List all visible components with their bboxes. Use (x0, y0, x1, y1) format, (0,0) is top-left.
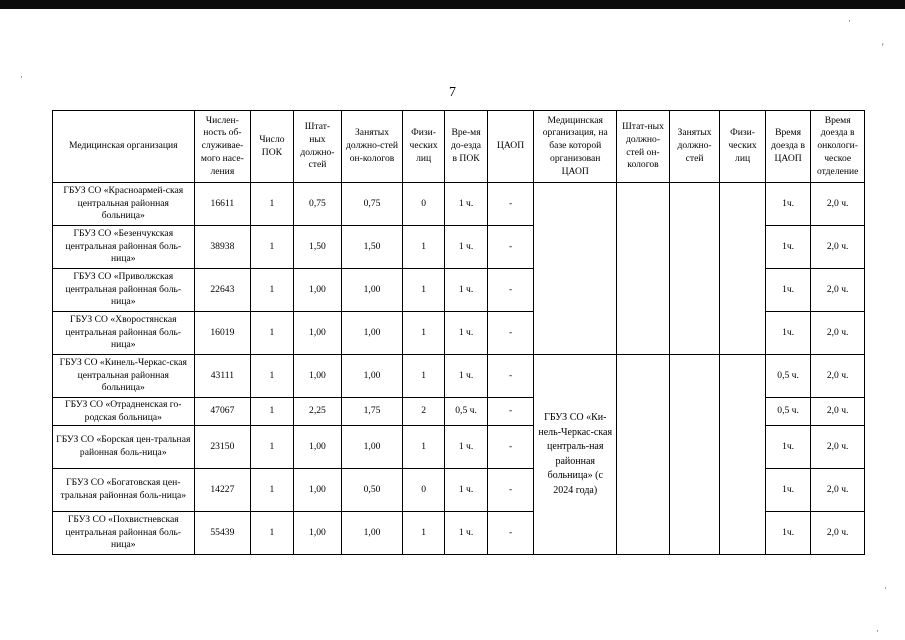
scan-speck: · (876, 626, 879, 636)
scan-speck: · (20, 72, 23, 82)
header-caop-persons: Физи-ческих лиц (720, 111, 766, 183)
org-name: ГБУЗ СО «Богатовская цен-тральная районная боль-ница» (53, 469, 195, 512)
occupied-cell: 1,00 (342, 355, 403, 398)
population-cell: 16611 (194, 183, 251, 226)
caop-occupied-empty (669, 355, 720, 555)
time-onco-cell: 2,0 ч. (811, 226, 865, 269)
time-onco-cell: 2,0 ч. (811, 426, 865, 469)
org-name: ГБУЗ СО «Хворостянская центральная районная боль-ница» (53, 312, 195, 355)
occupied-cell: 0,75 (342, 183, 403, 226)
caop-occupied-empty (669, 183, 720, 355)
persons-cell: 1 (402, 312, 444, 355)
caop-cell: - (487, 226, 534, 269)
staff-cell: 1,50 (293, 226, 342, 269)
caop-persons-empty (720, 183, 766, 355)
pok-cell: 1 (251, 226, 293, 269)
caop-base-org: ГБУЗ СО «Ки-нель-Черкас-ская централь-ная районная больница» (с 2024 года) (534, 355, 617, 555)
scan-top-edge (0, 0, 905, 9)
time-pok-cell: 1 ч. (445, 183, 487, 226)
caop-persons-empty (720, 355, 766, 555)
persons-cell: 0 (402, 183, 444, 226)
oncology-table (52, 110, 865, 555)
persons-cell: 1 (402, 426, 444, 469)
time-pok-cell: 1 ч. (445, 469, 487, 512)
pok-cell: 1 (251, 469, 293, 512)
time-onco-cell: 2,0 ч. (811, 398, 865, 426)
staff-cell: 1,00 (293, 312, 342, 355)
caop-cell: - (487, 469, 534, 512)
time-caop-cell: 1ч. (765, 512, 811, 555)
header-caop-base-org: Медицинская организация, на базе которой организован ЦАОП (534, 111, 617, 183)
time-caop-cell: 1ч. (765, 469, 811, 512)
time-caop-cell: 1ч. (765, 269, 811, 312)
time-caop-cell: 0,5 ч. (765, 355, 811, 398)
population-cell: 14227 (194, 469, 251, 512)
time-pok-cell: 1 ч. (445, 355, 487, 398)
page-number: 7 (449, 85, 456, 100)
population-cell: 55439 (194, 512, 251, 555)
scan-speck: · (884, 583, 887, 593)
staff-cell: 0,75 (293, 183, 342, 226)
pok-cell: 1 (251, 512, 293, 555)
population-cell: 22643 (194, 269, 251, 312)
time-caop-cell: 0,5 ч. (765, 398, 811, 426)
header-time-to-pok: Вре-мя до-езда в ПОК (445, 111, 487, 183)
org-name: ГБУЗ СО «Красноармей-ская центральная районная больница» (53, 183, 195, 226)
time-pok-cell: 0,5 ч. (445, 398, 487, 426)
staff-cell: 2,25 (293, 398, 342, 426)
pok-cell: 1 (251, 312, 293, 355)
staff-cell: 1,00 (293, 426, 342, 469)
time-caop-cell: 1ч. (765, 312, 811, 355)
occupied-cell: 1,00 (342, 269, 403, 312)
scan-speck: ' (882, 42, 884, 52)
time-onco-cell: 2,0 ч. (811, 469, 865, 512)
population-cell: 23150 (194, 426, 251, 469)
persons-cell: 0 (402, 469, 444, 512)
population-cell: 38938 (194, 226, 251, 269)
header-row (53, 111, 865, 183)
occupied-cell: 0,50 (342, 469, 403, 512)
caop-cell: - (487, 512, 534, 555)
header-persons: Физи-ческих лиц (402, 111, 444, 183)
time-onco-cell: 2,0 ч. (811, 183, 865, 226)
staff-cell: 1,00 (293, 512, 342, 555)
time-pok-cell: 1 ч. (445, 426, 487, 469)
pok-cell: 1 (251, 355, 293, 398)
caop-cell: - (487, 183, 534, 226)
population-cell: 47067 (194, 398, 251, 426)
header-population: Числен-ность об-служивае-мого насе-ления (194, 111, 251, 183)
time-caop-cell: 1ч. (765, 426, 811, 469)
population-cell: 43111 (194, 355, 251, 398)
caop-cell: - (487, 269, 534, 312)
pok-cell: 1 (251, 426, 293, 469)
org-name: ГБУЗ СО «Отрадненская го-родская больница» (53, 398, 195, 426)
org-name: ГБУЗ СО «Кинель-Черкас-ская центральная районная больница» (53, 355, 195, 398)
persons-cell: 1 (402, 269, 444, 312)
caop-cell: - (487, 355, 534, 398)
occupied-cell: 1,00 (342, 512, 403, 555)
header-caop-occupied: Занятых должно-стей (669, 111, 720, 183)
org-name: ГБУЗ СО «Похвистневская центральная районная боль-ница» (53, 512, 195, 555)
org-name: ГБУЗ СО «Безенчукская центральная районная боль-ница» (53, 226, 195, 269)
caop-staff-empty (617, 355, 670, 555)
persons-cell: 2 (402, 398, 444, 426)
staff-cell: 1,00 (293, 355, 342, 398)
header-caop-staff: Штат-ных должно-стей он-кологов (617, 111, 670, 183)
time-pok-cell: 1 ч. (445, 269, 487, 312)
header-time-to-oncology: Время доезда в онкологи-ческое отделение (811, 111, 865, 183)
org-name: ГБУЗ СО «Борская цен-тральная районная боль-ница» (53, 426, 195, 469)
occupied-cell: 1,00 (342, 312, 403, 355)
table-row (53, 355, 865, 398)
header-staff-positions: Штат-ных должно-стей (293, 111, 342, 183)
population-cell: 16019 (194, 312, 251, 355)
pok-cell: 1 (251, 183, 293, 226)
time-pok-cell: 1 ч. (445, 312, 487, 355)
caop-staff-empty (617, 183, 670, 355)
pok-cell: 1 (251, 398, 293, 426)
caop-cell: - (487, 398, 534, 426)
persons-cell: 1 (402, 512, 444, 555)
time-onco-cell: 2,0 ч. (811, 512, 865, 555)
caop-base-org-empty (534, 183, 617, 355)
staff-cell: 1,00 (293, 269, 342, 312)
time-onco-cell: 2,0 ч. (811, 312, 865, 355)
header-occupied-oncologists: Занятых должно-стей он-кологов (342, 111, 403, 183)
staff-cell: 1,00 (293, 469, 342, 512)
time-onco-cell: 2,0 ч. (811, 355, 865, 398)
occupied-cell: 1,50 (342, 226, 403, 269)
header-pok-count: Число ПОК (251, 111, 293, 183)
caop-cell: - (487, 312, 534, 355)
org-name: ГБУЗ СО «Приволжская центральная районная боль-ница» (53, 269, 195, 312)
time-caop-cell: 1ч. (765, 226, 811, 269)
occupied-cell: 1,75 (342, 398, 403, 426)
time-onco-cell: 2,0 ч. (811, 269, 865, 312)
persons-cell: 1 (402, 226, 444, 269)
header-medical-org: Медицинская организация (53, 111, 195, 183)
occupied-cell: 1,00 (342, 426, 403, 469)
header-caop: ЦАОП (487, 111, 534, 183)
caop-cell: - (487, 426, 534, 469)
time-caop-cell: 1ч. (765, 183, 811, 226)
time-pok-cell: 1 ч. (445, 226, 487, 269)
header-time-to-caop: Время доезда в ЦАОП (765, 111, 811, 183)
time-pok-cell: 1 ч. (445, 512, 487, 555)
pok-cell: 1 (251, 269, 293, 312)
persons-cell: 1 (402, 355, 444, 398)
scan-speck: · (848, 16, 851, 26)
table-row (53, 183, 865, 226)
